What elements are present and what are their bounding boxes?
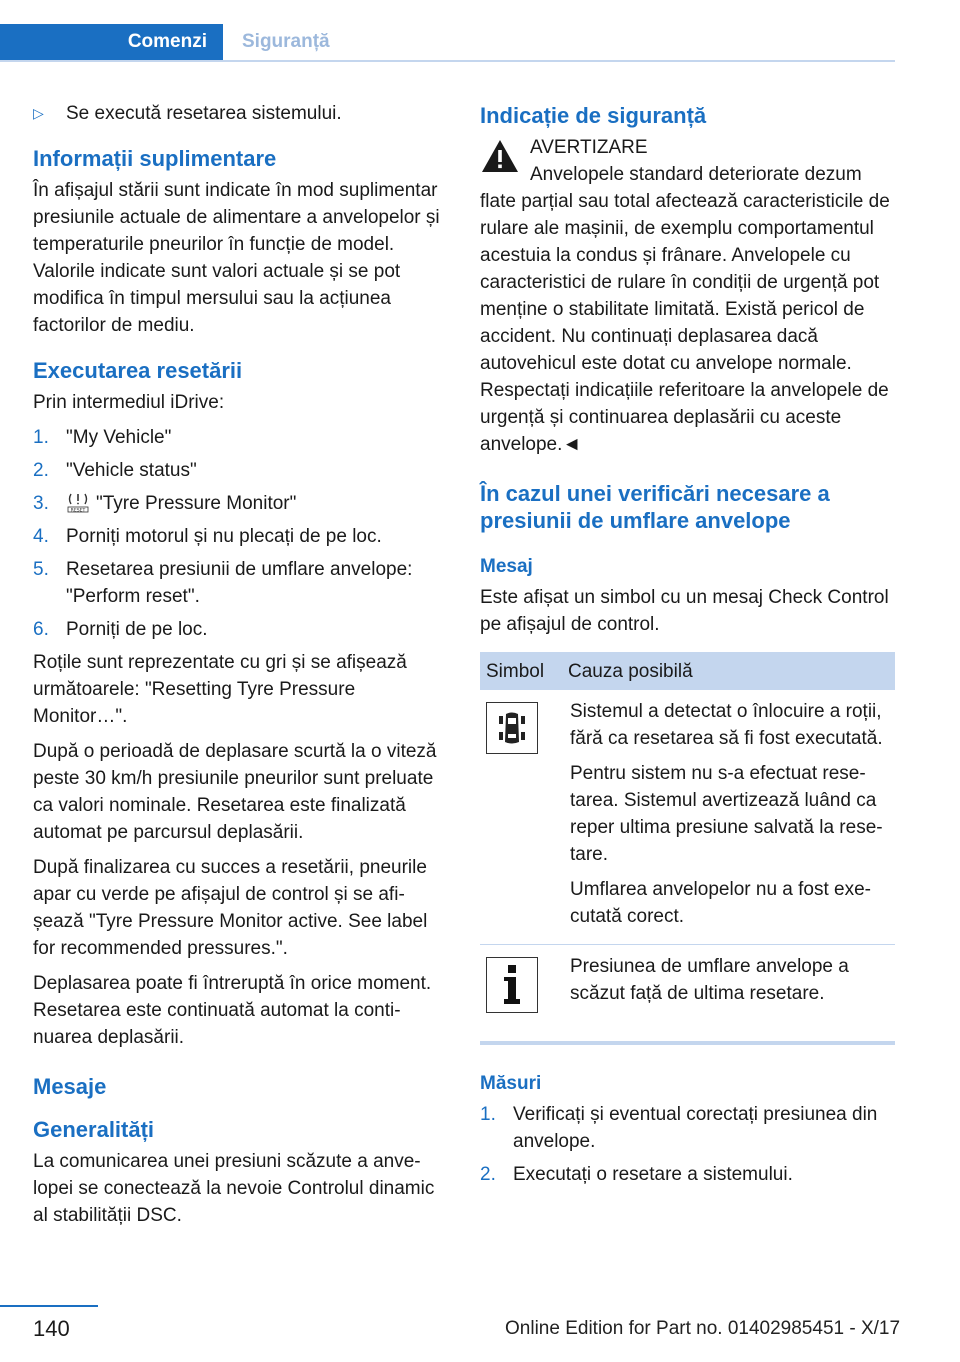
list-item xyxy=(33,616,448,643)
top-navigation xyxy=(0,24,895,62)
table-bottom-rule xyxy=(480,1041,895,1045)
result-text: Se execută resetarea sistemului. xyxy=(66,103,342,124)
tab-comenzi[interactable]: Comenzi xyxy=(0,24,223,60)
step-number: 1. xyxy=(33,427,49,448)
header-symbol: Simbol xyxy=(480,652,562,690)
cause-text-2: Pentru sistem nu s-a efectuat resetarea. Sistemul avertizează luând ca reper ultima presiune salvată la resetare. xyxy=(570,763,883,865)
header-cause: Cauza posibilă xyxy=(562,652,895,690)
step-text: Porniți de pe loc. xyxy=(66,619,208,640)
result-item xyxy=(33,100,448,127)
step-text: "Vehicle status" xyxy=(66,460,197,481)
step-text: Verificați și eventual corectați presiunea din anvelope. xyxy=(513,1104,878,1152)
general-heading: Generalități xyxy=(33,1117,155,1142)
messages-heading: Mesaje xyxy=(33,1074,107,1099)
page-number-rule xyxy=(0,1305,98,1307)
table-header-row xyxy=(480,652,895,690)
safety-heading: Indicație de siguranță xyxy=(480,103,707,128)
warning-block xyxy=(480,134,895,188)
step-text: Executați o resetare a sistemului. xyxy=(513,1164,793,1185)
cause-cell xyxy=(562,945,895,1022)
step-number: 2. xyxy=(33,460,49,481)
paragraph-success: După finalizarea cu succes a resetării, pneurile apar cu verde pe afișajul de control și se afișează "Tyre Pressure Monitor active. See label for recommended pressures.". xyxy=(33,857,428,959)
edition-footer: Online Edition for Part no. 01402985451 - X/17 xyxy=(505,1318,901,1339)
table-row xyxy=(480,945,895,1022)
table-row xyxy=(480,690,895,945)
list-item xyxy=(33,556,448,610)
cause-cell xyxy=(562,690,895,945)
step-number: 3. xyxy=(33,493,49,514)
list-item xyxy=(33,424,448,451)
cause-text: Presiunea de umflare anvelope a scăzut față de ultima resetare. xyxy=(570,956,849,1004)
tyre-reset-icon xyxy=(66,491,90,513)
warning-text: flate parțial sau total afectează caracteristicile de rulare ale mașinii, de exemplu comportamentul acestuia la condus și frânare. Anvelopele cu caracteristici de rulare în condiții de urgență pot menține o stabilitate limitată. Există pericol de accident. Nu continuați deplasarea dacă autovehicul este dotat cu anvelope normale. Respectați indicațiile referitoare la anvelopele de urgență și continuarea deplasării cu aceste anvelope.◄ xyxy=(480,191,890,455)
info-paragraph: În afișajul stării sunt indicate în mod suplimentar presiunile actuale de alimentare a anvelopelor și temperaturile pneurilor în funcție de model. Valorile indicate sunt valori actuale și se pot modifica în timpul mersului sau la acțiunea factorilor de mediu. xyxy=(33,180,440,336)
general-paragraph: La comunicarea unei presiuni scăzute a anvelopei se conectează la nevoie Controlul dinamic al stabilității DSC. xyxy=(33,1151,435,1226)
paragraph-speed: După o perioadă de deplasare scurtă la o viteză peste 30 km/h presiunile pneurilor sunt preluate ca valori nominale. Resetarea este finalizată automat pe parcursul deplasării. xyxy=(33,741,437,843)
list-item xyxy=(33,523,448,550)
tab-siguranta[interactable]: Siguranță xyxy=(242,31,330,52)
paragraph-wheels: Roțile sunt reprezentate cu gri și se afișează următoarele: "Resetting Tyre Pressure Monitor…". xyxy=(33,652,407,727)
list-item xyxy=(480,1101,895,1155)
header-divider xyxy=(0,60,895,62)
step-text: Porniți motorul și nu plecați de pe loc. xyxy=(66,526,382,547)
step-number: 6. xyxy=(33,619,49,640)
step-text: "Tyre Pressure Monitor" xyxy=(96,493,297,514)
measures-heading: Măsuri xyxy=(480,1073,542,1094)
paragraph-interrupt: Deplasarea poate fi întreruptă în orice moment. Resetarea este continuată automat la continuarea deplasării. xyxy=(33,973,432,1048)
measures-list xyxy=(480,1101,895,1188)
step-number: 1. xyxy=(480,1104,496,1125)
message-subheading: Mesaj xyxy=(480,556,533,577)
list-item xyxy=(33,457,448,484)
warning-first-line: Anvelopele standard deteriorate dezum xyxy=(530,164,862,185)
page-number: 140 xyxy=(33,1316,70,1341)
step-number: 4. xyxy=(33,526,49,547)
reset-steps xyxy=(33,424,448,643)
step-text: Resetarea presiunii de umflare anvelope: "Perform reset". xyxy=(66,559,413,607)
list-item xyxy=(33,490,448,517)
step-number: 5. xyxy=(33,559,49,580)
triangle-bullet-icon: ▷ xyxy=(33,105,44,121)
symbol-cell xyxy=(480,690,562,945)
tyre-replacement-icon xyxy=(486,702,538,754)
warning-label: AVERTIZARE xyxy=(530,137,648,158)
right-column xyxy=(480,100,895,1194)
cause-text-1: Sistemul a detectat o înlocuire a roții, fără ca resetarea să fi fost executată. xyxy=(570,701,883,749)
list-item xyxy=(480,1161,895,1188)
reset-intro: Prin intermediul iDrive: xyxy=(33,392,225,413)
warning-triangle-icon xyxy=(480,138,520,174)
check-heading: În cazul unei verificări necesare a presiunii de umflare anvelope xyxy=(480,481,830,533)
svg-text:RESET: RESET xyxy=(70,508,86,513)
info-heading: Informații suplimentare xyxy=(33,146,277,171)
reset-heading: Executarea resetării xyxy=(33,358,243,383)
cause-text-3: Umflarea anvelopelor nu a fost executată corect. xyxy=(570,879,871,927)
symbol-table xyxy=(480,652,895,1021)
symbol-cell xyxy=(480,945,562,1022)
step-number: 2. xyxy=(480,1164,496,1185)
message-paragraph: Este afișat un simbol cu un mesaj Check Control pe afișajul de control. xyxy=(480,587,889,635)
step-text: "My Vehicle" xyxy=(66,427,172,448)
info-icon xyxy=(486,957,538,1013)
left-column xyxy=(33,100,448,1237)
